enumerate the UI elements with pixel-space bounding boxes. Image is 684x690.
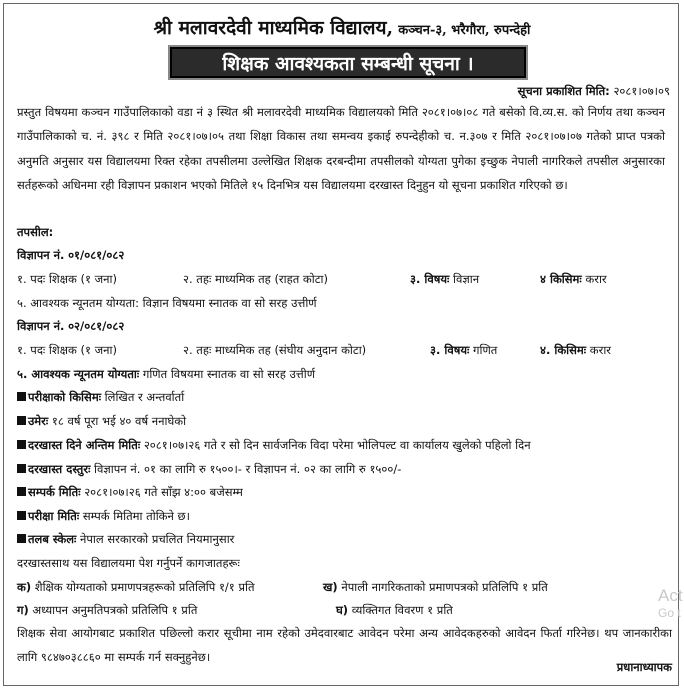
ad-2-subject: ३. विषयः गणित [430, 343, 498, 357]
closing-paragraph: शिक्षक सेवा आयोगबाट प्रकाशित पछिल्लो करार सूचीमा नाम रहेको उमेदवारबाट आवेदन परेमा अन्य आवेदकहरुको आवेदन फिर्ता गरिनेछ। थप जानकारीका लागि ९८४७०३८८६० मा सम्पर्क गर्न सक्नुहुनेछ। [17, 626, 672, 664]
activate-windows-watermark: Act Go t [658, 586, 683, 620]
school-address: कञ्चन-३, भरैगौरा, रुपन्देही [398, 23, 531, 38]
ad-2-type: ४. किसिमः करार [540, 343, 611, 357]
bullet-square-icon [17, 392, 26, 401]
condition-fee: दरखास्त दस्तुरः विज्ञापन नं. ०१ का लागि रु १५००।- र विज्ञापन नं. ०२ का लागि रु १५००/- [17, 461, 401, 477]
condition-salary-scale: तलब स्केलः नेपाल सरकारको प्रचलित नियमानुसार [17, 531, 234, 547]
bullet-square-icon [17, 416, 26, 425]
ad-2-number: विज्ञापन नं. ०२/०८१/०८२ [17, 319, 125, 333]
condition-age: उमेरः १८ वर्ष पूरा भई ४० वर्ष ननाघेको [17, 413, 186, 429]
condition-exam-type: परीक्षाको किसिमः लिखित र अन्तर्वार्ता [17, 389, 184, 405]
condition-deadline: दरखास्त दिने अन्तिम मितिः २०८१।०७।२६ गते र सो दिन सार्वजनिक विदा परेमा भोलिपल्ट वा कार्यालय खुलेको पहिलो दिन [17, 437, 531, 453]
tapsil-label: तपसील: [17, 225, 54, 239]
document-item: ख) नेपाली नागरिकताको प्रमाणपत्रको प्रतिलिपि १ प्रति [323, 580, 548, 594]
publish-date-value: २०८१।०७।०९ [613, 84, 670, 98]
publish-date-line [518, 84, 670, 99]
bullet-square-icon [17, 511, 26, 520]
condition-exam-date: परीक्षा मितिः सम्पर्क मितिमा तोकिने छ। [17, 508, 190, 524]
publish-date-label: सूचना प्रकाशित मिति: [517, 84, 610, 98]
bullet-square-icon [17, 534, 26, 543]
documents-heading: दरखास्तसाथ यस विद्यालयमा पेश गर्नुपर्ने कागजातहरूः [17, 556, 240, 570]
intro-paragraph: प्रस्तुत विषयमा कञ्चन गाउँपालिकाको वडा नं ३ स्थित श्री मलावरदेवी माध्यमिक विद्यालयको मिति २०८१।०७।०८ गते बसेको वि.व्य.स. को निर्णय तथा कञ्चन गाउँपालिकाको च. नं. ३९८ र मिति २०८१।०७।०५ तथा शिक्षा विकास तथा समन्वय इकाई रुपन्देहीको च. न.३०७ र मिति २०८१।०७।०७ गतेको प्राप्त पत्रको अनुमति अनुसार यस विद्यालयमा रिक्त रहेका तपसीलमा उल्लेखित शिक्षक दरबन्दीमा तपसीलको योग्यता पुगेका इच्छुक नेपाली नागरिकले तपसील अनुसारका सर्तहरूको अधिनमा रही विज्ञापन प्रकाशन भएको मितिले १५ दिनभित्र यस विद्यालयमा दरखास्त दिनुहुन यो सूचना प्रकाशित गरिएको छ। [17, 105, 665, 192]
document-item: ग) अध्यापन अनुमतिपत्रको प्रतिलिपि १ प्रति [17, 603, 198, 617]
signer-title: प्रधानाध्यापक [616, 660, 672, 674]
ad-2-level: २. तहः माध्यमिक तह (संघीय अनुदान कोटा) [183, 343, 367, 357]
ad-2-post: १. पदः शिक्षक (१ जना) [17, 343, 117, 357]
ad-1-subject: ३. विषयः विज्ञान [410, 272, 480, 286]
notice-header [0, 14, 684, 40]
condition-contact-date: सम्पर्क मितिः २०८१।०७।२६ गते साँझ ४:०० बजेसम्म [17, 484, 243, 500]
bullet-square-icon [17, 440, 26, 449]
bullet-square-icon [17, 464, 26, 473]
ad-1-post: १. पदः शिक्षक (१ जना) [17, 272, 117, 286]
document-item: क) शैक्षिक योग्यताको प्रमाणपत्रहरूको प्रतिलिपि १/१ प्रति [17, 580, 255, 594]
ad-2-qualification: ५. आवश्यक न्यूनतम योग्यताः गणित विषयमा स्नातक वा सो सरह उत्तीर्ण [17, 367, 316, 381]
bullet-square-icon [17, 487, 26, 496]
ad-1-type: ४ किसिमः करार [540, 272, 607, 286]
ad-1-qualification: ५. आवश्यक न्यूनतम योग्यता: विज्ञान विषयमा स्नातक वा सो सरह उत्तीर्ण [17, 296, 317, 310]
ad-1-level: २. तहः माध्यमिक तह (राहत कोटा) [183, 272, 329, 286]
school-name: श्री मलावरदेवी माध्यमिक विद्यालय, [153, 17, 394, 39]
ad-1-number: विज्ञापन नं. ०१/०८१/०८२ [17, 248, 125, 262]
notice-title: शिक्षक आवश्यकता सम्बन्धी सूचना । [170, 47, 526, 78]
document-item: घ) व्यक्तिगत विवरण १ प्रति [336, 603, 453, 617]
